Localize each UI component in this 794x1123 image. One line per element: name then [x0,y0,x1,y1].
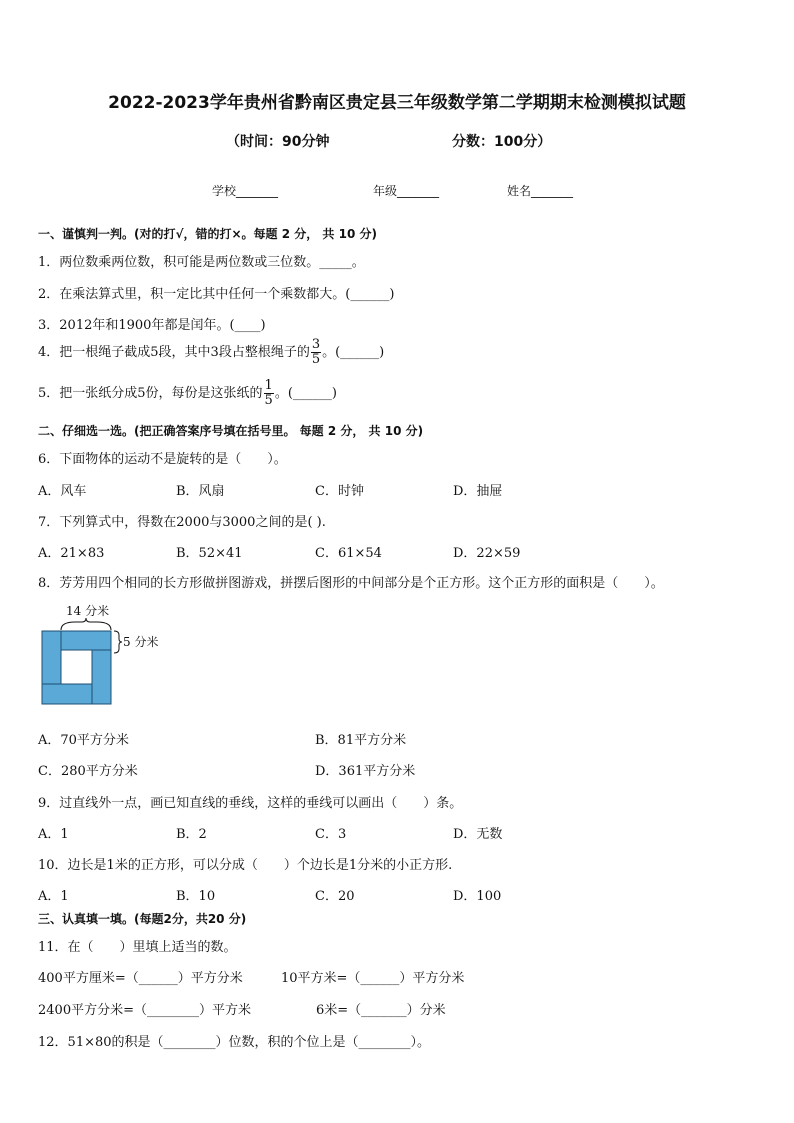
q7-option-d: D．22×59 [453,546,521,561]
q6-option-a: A．风车 [38,484,87,499]
q7-option-b: B．52×41 [176,546,243,561]
name-field: 姓名_______ [507,184,574,198]
inner-square [61,650,92,684]
q8-option-a: A．70平方分米 [38,733,129,748]
question-1: 1．两位数乘两位数，积可能是两位数或三位数。_____。 [38,255,365,270]
fraction-3-5 [311,338,321,367]
fraction-denominator: 5 [311,352,321,367]
figure-right-label: 5 分米 [123,635,159,649]
question-11: 11．在（ ）里填上适当的数。 [38,940,237,955]
q11-item-d: 6米=（_______）分米 [316,1003,446,1018]
q11-item-c: 2400平方分米=（________）平方米 [38,1003,251,1018]
grade-field: 年级_______ [373,184,440,198]
q10-option-b: B．10 [176,889,216,904]
q8-option-c: C．280平方分米 [38,764,138,779]
question-6: 6．下面物体的运动不是旋转的是（ ）。 [38,452,287,467]
q11-item-b: 10平方米=（______）平方分米 [281,971,465,986]
q6-option-b: B．风扇 [176,484,225,499]
right-brace-icon [114,631,122,653]
q9-option-d: D．无数 [453,827,503,842]
question-5-blank: 。(______) [274,386,337,401]
question-3: 3．2012年和1900年都是闰年。(____) [38,318,266,333]
question-4 [38,338,384,367]
school-field: 学校_______ [212,184,279,198]
top-brace-icon [61,618,111,630]
question-9: 9．过直线外一点，画已知直线的垂线，这样的垂线可以画出（ ）条。 [38,796,463,811]
question-2: 2．在乘法算式里，积一定比其中任何一个乘数都大。(______) [38,287,395,302]
question-8: 8．芳芳用四个相同的长方形做拼图游戏，拼摆后图形的中间部分是个正方形。这个正方形的面积是（ ）。 [38,576,664,591]
question-4-blank: 。(______) [322,345,385,360]
q8-option-d: D．361平方分米 [315,764,416,779]
q9-option-b: B．2 [176,827,207,842]
exam-time: （时间：90分钟 [226,134,330,150]
q11-item-a: 400平方厘米=（______）平方分米 [38,971,243,986]
q10-option-c: C．20 [315,889,355,904]
q9-option-a: A．1 [38,827,69,842]
fraction-numerator: 1 [264,378,273,393]
question-12: 12．51×80的积是（________）位数，积的个位上是（________）。 [38,1035,431,1050]
exam-score: 分数：100分） [452,134,552,150]
section-3-heading: 三、认真填一填。(每题2分，共20 分) [38,912,247,926]
q10-option-a: A．1 [38,889,69,904]
question-10: 10．边长是1米的正方形，可以分成（ ）个边长是1分米的小正方形. [38,858,453,873]
q7-option-a: A．21×83 [38,546,105,561]
question-4-text: 4．把一根绳子截成5段，其中3段占整根绳子的 [38,345,310,360]
q6-option-d: D．抽屉 [453,484,503,499]
q8-option-b: B．81平方分米 [315,733,407,748]
fraction-numerator: 3 [311,337,321,352]
fraction-1-5 [264,379,274,408]
q6-option-c: C．时钟 [315,484,364,499]
fraction-denominator: 5 [264,393,273,408]
q10-option-d: D．100 [453,889,502,904]
question-5-text: 5．把一张纸分成5份，每份是这张纸的 [38,386,263,401]
question-5 [38,379,337,408]
figure-top-label: 14 分米 [66,604,110,618]
q9-option-c: C．3 [315,827,347,842]
q8-rectangle-figure [30,600,170,710]
section-1-heading: 一、谨慎判一判。(对的打√，错的打×。每题 2 分， 共 10 分) [38,227,377,241]
question-7: 7．下列算式中，得数在2000与3000之间的是( ). [38,515,326,530]
q7-option-c: C．61×54 [315,546,382,561]
page-title: 2022-2023学年贵州省黔南区贵定县三年级数学第二学期期末检测模拟试题 [108,93,686,113]
section-2-heading: 二、仔细选一选。(把正确答案序号填在括号里。 每题 2 分， 共 10 分) [38,424,424,438]
